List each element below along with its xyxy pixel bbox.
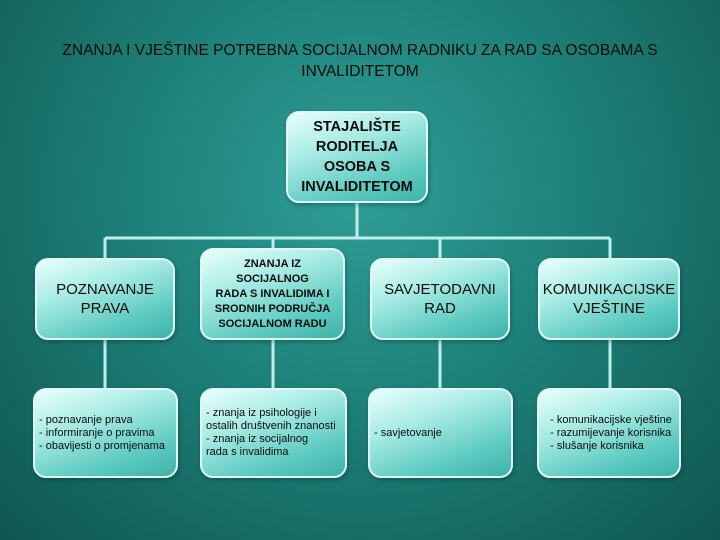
root-node bbox=[286, 111, 428, 203]
diagram-title: ZNANJA I VJEŠTINE POTREBNA SOCIJALNOM RADNIKU ZA RAD SA OSOBAMA S INVALIDITETOM bbox=[62, 42, 658, 80]
detail-node-text: - komunikacijske vještine - razumijevanje korisnika - slušanje korisnika bbox=[550, 413, 672, 452]
category-node-3 bbox=[370, 258, 510, 340]
category-node-label: SAVJETODAVNI RAD bbox=[384, 281, 496, 317]
detail-node-text: - savjetovanje bbox=[374, 426, 442, 439]
category-node-2 bbox=[200, 248, 345, 340]
category-node-label: ZNANJA IZ SOCIJALNOG RADA S INVALIDIMA I SRODNIH PODRUČJA SOCIJALNOM RADU bbox=[214, 257, 331, 330]
detail-node-1 bbox=[33, 388, 178, 478]
detail-node-2 bbox=[200, 388, 347, 478]
detail-node-4 bbox=[537, 388, 681, 478]
detail-node-text: - poznavanje prava - informiranje o pravima - obavijesti o promjenama bbox=[39, 413, 165, 452]
detail-node-3 bbox=[368, 388, 513, 478]
detail-node-text: - znanja iz psihologije i ostalih društvenih znanosti - znanja iz socijalnog rada s invalidima bbox=[206, 407, 336, 458]
root-node-label: STAJALIŠTE RODITELJA OSOBA S INVALIDITETOM bbox=[301, 119, 413, 195]
category-node-label: POZNAVANJE PRAVA bbox=[56, 281, 154, 317]
category-node-4 bbox=[538, 258, 680, 340]
category-node-label: KOMUNIKACIJSKE VJEŠTINE bbox=[542, 281, 676, 317]
category-node-1 bbox=[35, 258, 175, 340]
